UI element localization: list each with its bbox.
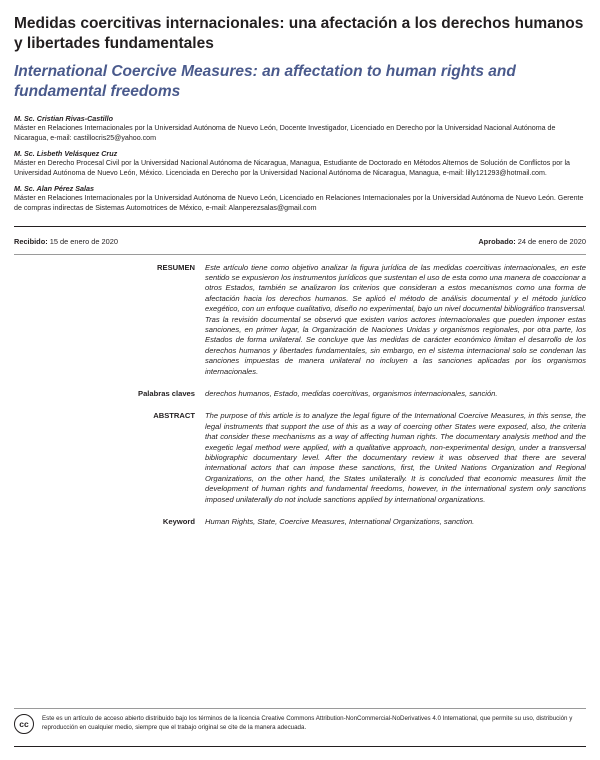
license-text: Este es un artículo de acceso abierto distribuido bajo los términos de la licencia Creative Commons Attribution-NonCommercial-NoDerivatives 4.0 International, que permite su uso, distribución y reproducción en cualquier medio, siempre que el trabajo original se cite de la manera adecuada. <box>42 715 573 731</box>
keyword-label: Keyword <box>162 517 195 527</box>
license-footer <box>14 714 586 734</box>
divider-footer-top <box>14 708 586 709</box>
keyword-section <box>14 517 586 527</box>
palabras-text: derechos humanos, Estado, medidas coercitivas, organismos internacionales, sanción. <box>205 389 498 399</box>
author-name: M. Sc. Alan Pérez Salas <box>14 184 95 194</box>
article-page <box>14 14 586 528</box>
author-affiliation: Máster en Derecho Procesal Civil por la Universidad Nacional Autónoma de Nicaragua, Managua, Estudiante de Doctorado en Métodos Alternos de Solución de Conflictos por la Universidad Autónoma de Nuevo León, México. Licenciada en Derecho por la Universidad Nacional Autónoma de Nicaragua, Managua, e-mail: lilly121293@hotmail.com. <box>14 159 570 177</box>
author-affiliation: Máster en Relaciones Internacionales por la Universidad Autónoma de Nuevo León, Licenciado en Relaciones Internacionales por la Universidad Autónoma de Nuevo León. Gerente de compras indirectas de Sistemas Automotrices de México, e-mail: Alanperezsalas@gmail.com <box>14 194 584 212</box>
author-name: M. Sc. Cristian Rivas-Castillo <box>14 114 114 123</box>
approved-date <box>478 237 586 247</box>
approved-label: Aprobado: <box>478 236 516 246</box>
resumen-section <box>14 263 586 377</box>
title-spanish: Medidas coercitivas internacionales: una afectación a los derechos humanos y libertades fundamentales <box>14 15 584 52</box>
approved-value: 24 de enero de 2020 <box>517 236 586 246</box>
palabras-label: Palabras claves <box>138 389 195 399</box>
dates-row <box>14 237 586 247</box>
abstract-section <box>14 411 586 505</box>
author-3 <box>14 184 586 213</box>
authors-block <box>14 114 586 214</box>
received-value: 15 de enero de 2020 <box>49 236 118 246</box>
author-affiliation: Máster en Relaciones Internacionales por la Universidad Autónoma de Nuevo León, Docente Investigador, Licenciado en Derecho por la Universidad Nacional Autónoma de Nicaragua, e-mail: castillocris25@yahoo.com <box>14 124 556 142</box>
palabras-section <box>14 389 586 399</box>
received-label: Recibido: <box>14 236 48 246</box>
abstract-text: The purpose of this article is to analyze the legal figure of the International Coercive Measures, in this sense, the legal instruments that support the use of this as a way of coercing other States were exposed, also, the criteria that consider these mechanisms as a way of affecting human rights. The documentary analysis method and the exegetic legal method were applied, with a qualitative approach, non-experimental design, under a transversal bibliographic documentary level. After the documentary review it was observed that there are several international actors that can impose these sanctions, first, the United Nations Organization and Regional Organizations, on the other hand, the States unilaterally. It is concluded that economic measures limit the development of human rights and fundamental freedoms, however, in the international system only sanctions imposed unilaterally do not include sanctions applied by international organizations. <box>205 411 586 504</box>
author-2 <box>14 149 586 178</box>
divider-footer-bottom <box>14 746 586 747</box>
abstract-label: ABSTRACT <box>153 411 195 421</box>
author-name: M. Sc. Lisbeth Velásquez Cruz <box>14 149 118 159</box>
divider-dates <box>14 254 586 255</box>
author-1 <box>14 114 586 143</box>
resumen-text: Este artículo tiene como objetivo analizar la figura jurídica de las medidas coercitivas internacionales, en este sentido se expusieron los instrumentos jurídicos que sustentan el uso de esta como una manera de coaccionar a otros Estados, también se analizaron los criterios que consideran a estos mecanismos como una forma de afectación hacia los derechos humanos. Se aplicó el método de análisis documental y el método jurídico exegético, con un enfoque cualitativo, diseño no experimental, bajo un nivel documental bibliográfico transversal. Tras la revisión documental se observó que existen varios actores internacionales que pueden imponer estas sanciones, en primer lugar, la Organización de Naciones Unidas y organismos regionales, por otra parte, los Estados de forma unilateral. Se concluye que las medidas de carácter económico limitan el desarrollo de los derechos humanos y libertades fundamentales, sin embargo, en el sistema internacional solo se condenan las sanciones impuestas de manera unilateral no incluyen a las sanciones aplicadas por los organismos internacionales. <box>205 262 586 376</box>
creative-commons-icon: cc <box>14 714 34 734</box>
divider-top <box>14 226 586 227</box>
title-english: International Coercive Measures: an affectation to human rights and fundamental freedoms <box>14 63 516 100</box>
resumen-label: RESUMEN <box>157 262 195 272</box>
received-date <box>14 237 118 247</box>
keyword-text: Human Rights, State, Coercive Measures, International Organizations, sanction. <box>205 517 475 527</box>
